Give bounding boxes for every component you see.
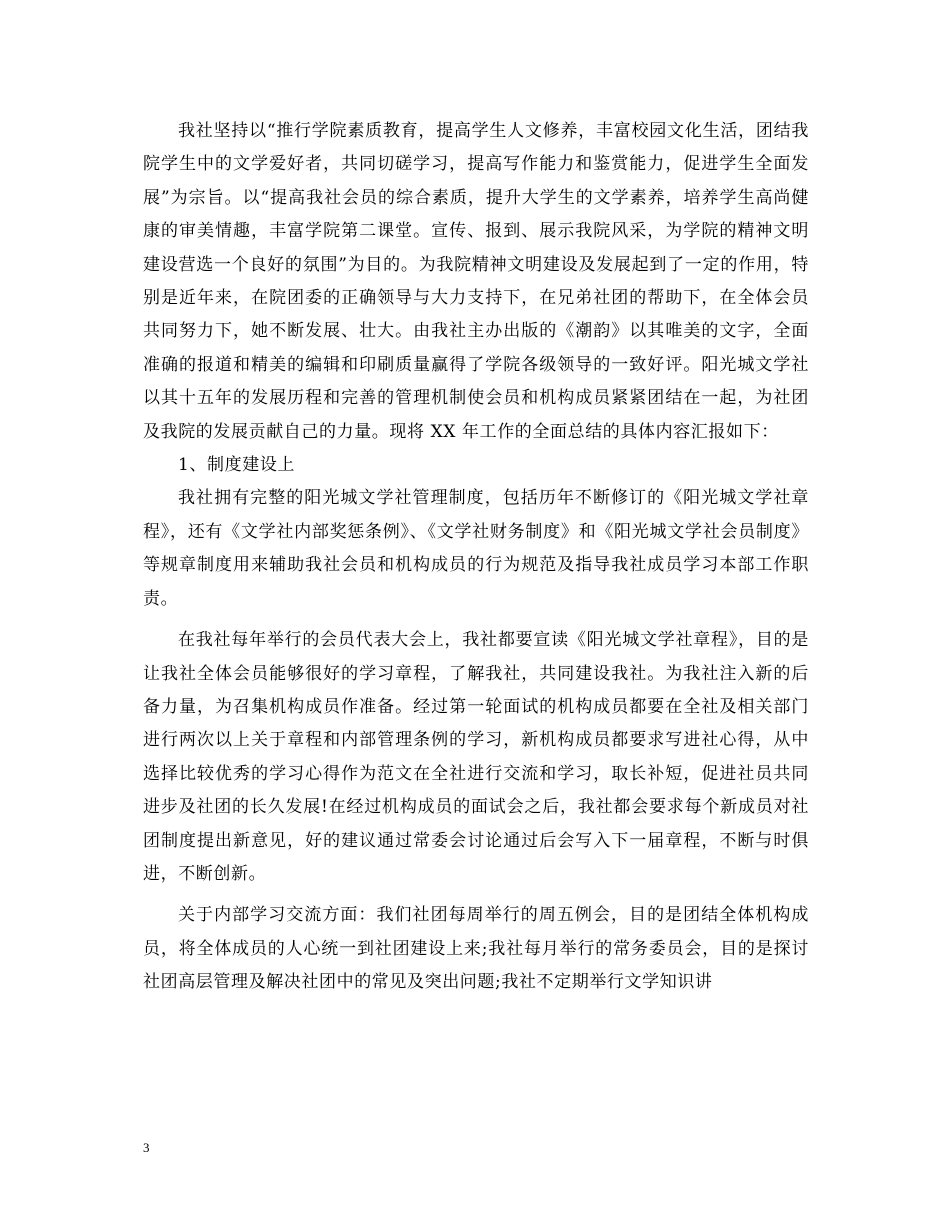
section-heading-system-building: 1、制度建设上 — [178, 455, 296, 476]
paragraph-member-congress: 在我社每年举行的会员代表大会上，我社都要宣读《阳光城文学社章程》，目的是让我社全体会员能够很好的学习章程，了解我社，共同建设我社。为我社注入新的后备力量，为召集机构成员作准备。经过第一轮面试的机构成员都要在全社及相关部门进行两次以上关于章程和内部管理条例的学习，新机构成员都要求写进社心得，从中选择比较优秀的学习心得作为范文在全社进行交流和学习，取长补短，促进社员共同进步及社团的长久发展!在经过机构成员的面试会之后，我社都会要求每个新成员对社团制度提出新意见，好的建议通过常委会讨论通过后会写入下一届章程，不断与时俱进，不断创新。 — [143, 630, 809, 884]
page-number: 3 — [143, 1140, 150, 1155]
paragraph-regulations: 我社拥有完整的阳光城文学社管理制度，包括历年不断修订的《阳光城文学社章程》，还有《文学社内部奖惩条例》、《文学社财务制度》和《阳光城文学社会员制度》等规章制度用来辅助我社会员和机构成员的行为规范及指导我社成员学习本部工作职责。 — [143, 488, 809, 609]
document-body — [143, 115, 809, 1000]
paragraph-intro: 我社坚持以“推行学院素质教育，提高学生人文修养，丰富校园文化生活，团结我院学生中的文学爱好者，共同切磋学习，提高写作能力和鉴赏能力，促进学生全面发展”为宗旨。以“提高我社会员的综合素质，提升大学生的文学素养，培养学生高尚健康的审美情趣，丰富学院第二课堂。宣传、报到、展示我院风采，为学院的精神文明建设营选一个良好的氛围”为目的。为我院精神文明建设及发展起到了一定的作用，特别是近年来，在院团委的正确领导与大力支持下，在兄弟社团的帮助下，在全体会员共同努力下，她不断发展、壮大。由我社主办出版的《潮韵》以其唯美的文字，全面准确的报道和精美的编辑和印刷质量赢得了学院各级领导的一致好评。阳光城文学社以其十五年的发展历程和完善的管理机制使会员和机构成员紧紧团结在一起，为社团及我院的发展贡献自己的力量。现将 XX 年工作的全面总结的具体内容汇报如下： — [143, 121, 809, 442]
paragraph-internal-exchange: 关于内部学习交流方面：我们社团每周举行的周五例会，目的是团结全体机构成员，将全体成员的人心统一到社团建设上来;我社每月举行的常务委员会，目的是探讨社团高层管理及解决社团中的常见及突出问题;我社不定期举行文学知识讲 — [143, 905, 809, 993]
